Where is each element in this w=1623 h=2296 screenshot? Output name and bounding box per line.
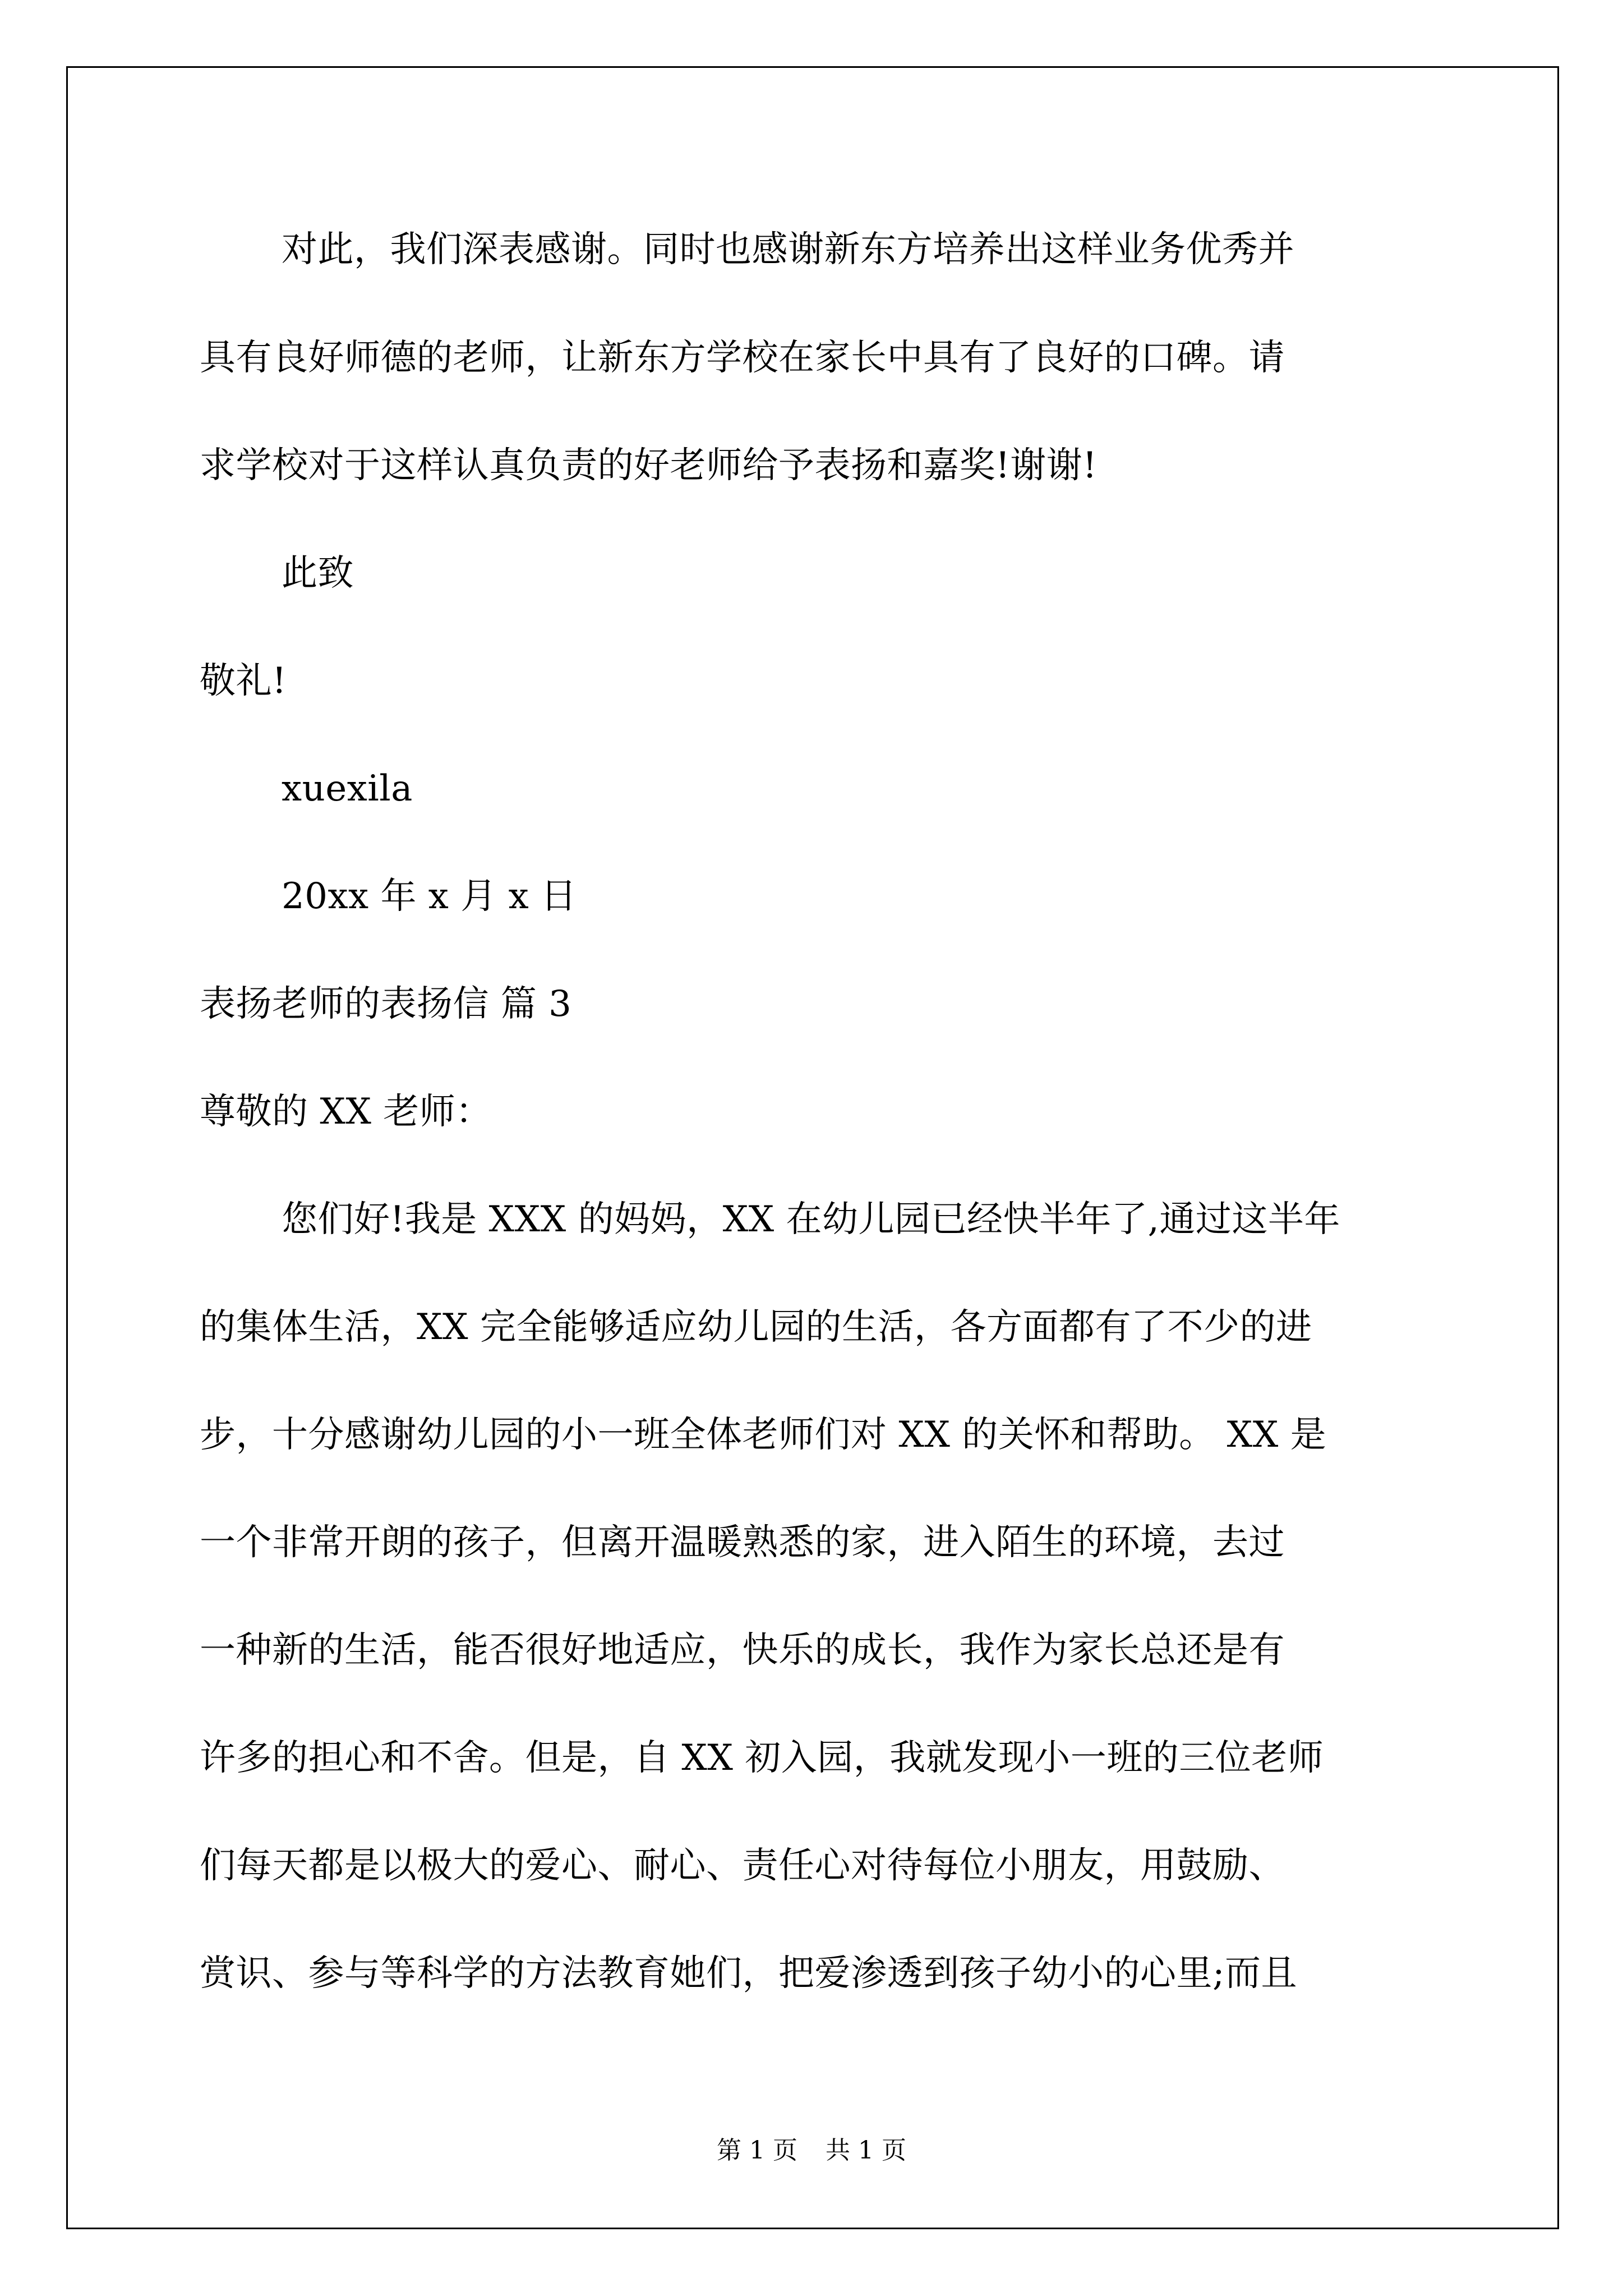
page-number: 第 1 页 (717, 2136, 797, 2165)
paragraph-line: 对此，我们深表感谢。同时也感谢新东方培养出这样业务优秀并 (282, 229, 1294, 270)
letter-salutation: 尊敬的 XX 老师： (200, 1091, 492, 1133)
paragraph-line: 一个非常开朗的孩子，但离开温暖熟悉的家，进入陌生的环境，去过 (200, 1522, 1285, 1563)
page-border (66, 66, 1559, 2229)
paragraph-line: 具有良好师德的老师，让新东方学校在家长中具有了良好的口碑。请 (200, 337, 1285, 379)
paragraph-line: 许多的担心和不舍。但是，自 XX 初入园，我就发现小一班的三位老师 (200, 1737, 1324, 1779)
closing-phrase: 此致 (282, 553, 354, 594)
paragraph-line: 一种新的生活，能否很好地适应，快乐的成长，我作为家长总还是有 (200, 1630, 1285, 1671)
paragraph-line: 您们好!我是 XXX 的妈妈，XX 在幼儿园已经快半年了,通过这半年 (282, 1199, 1340, 1240)
salutation-closing: 敬礼! (200, 660, 287, 702)
paragraph-line: 的集体生活，XX 完全能够适应幼儿园的生活，各方面都有了不少的进 (200, 1306, 1312, 1348)
paragraph-line: 步，十分感谢幼儿园的小一班全体老师们对 XX 的关怀和帮助。 XX 是 (200, 1414, 1327, 1456)
date-line: 20xx 年 x 月 x 日 (282, 876, 577, 917)
paragraph-line: 求学校对于这样认真负责的好老师给予表扬和嘉奖!谢谢! (200, 445, 1098, 486)
section-title: 表扬老师的表扬信 篇 3 (200, 983, 572, 1025)
page-footer (0, 2135, 1623, 2166)
paragraph-line: 赏识、参与等科学的方法教育她们，把爱渗透到孩子幼小的心里;而且 (200, 1953, 1298, 1994)
page-total: 共 1 页 (826, 2136, 906, 2165)
signature: xuexila (282, 768, 413, 809)
paragraph-line: 们每天都是以极大的爱心、耐心、责任心对待每位小朋友，用鼓励、 (200, 1845, 1285, 1887)
